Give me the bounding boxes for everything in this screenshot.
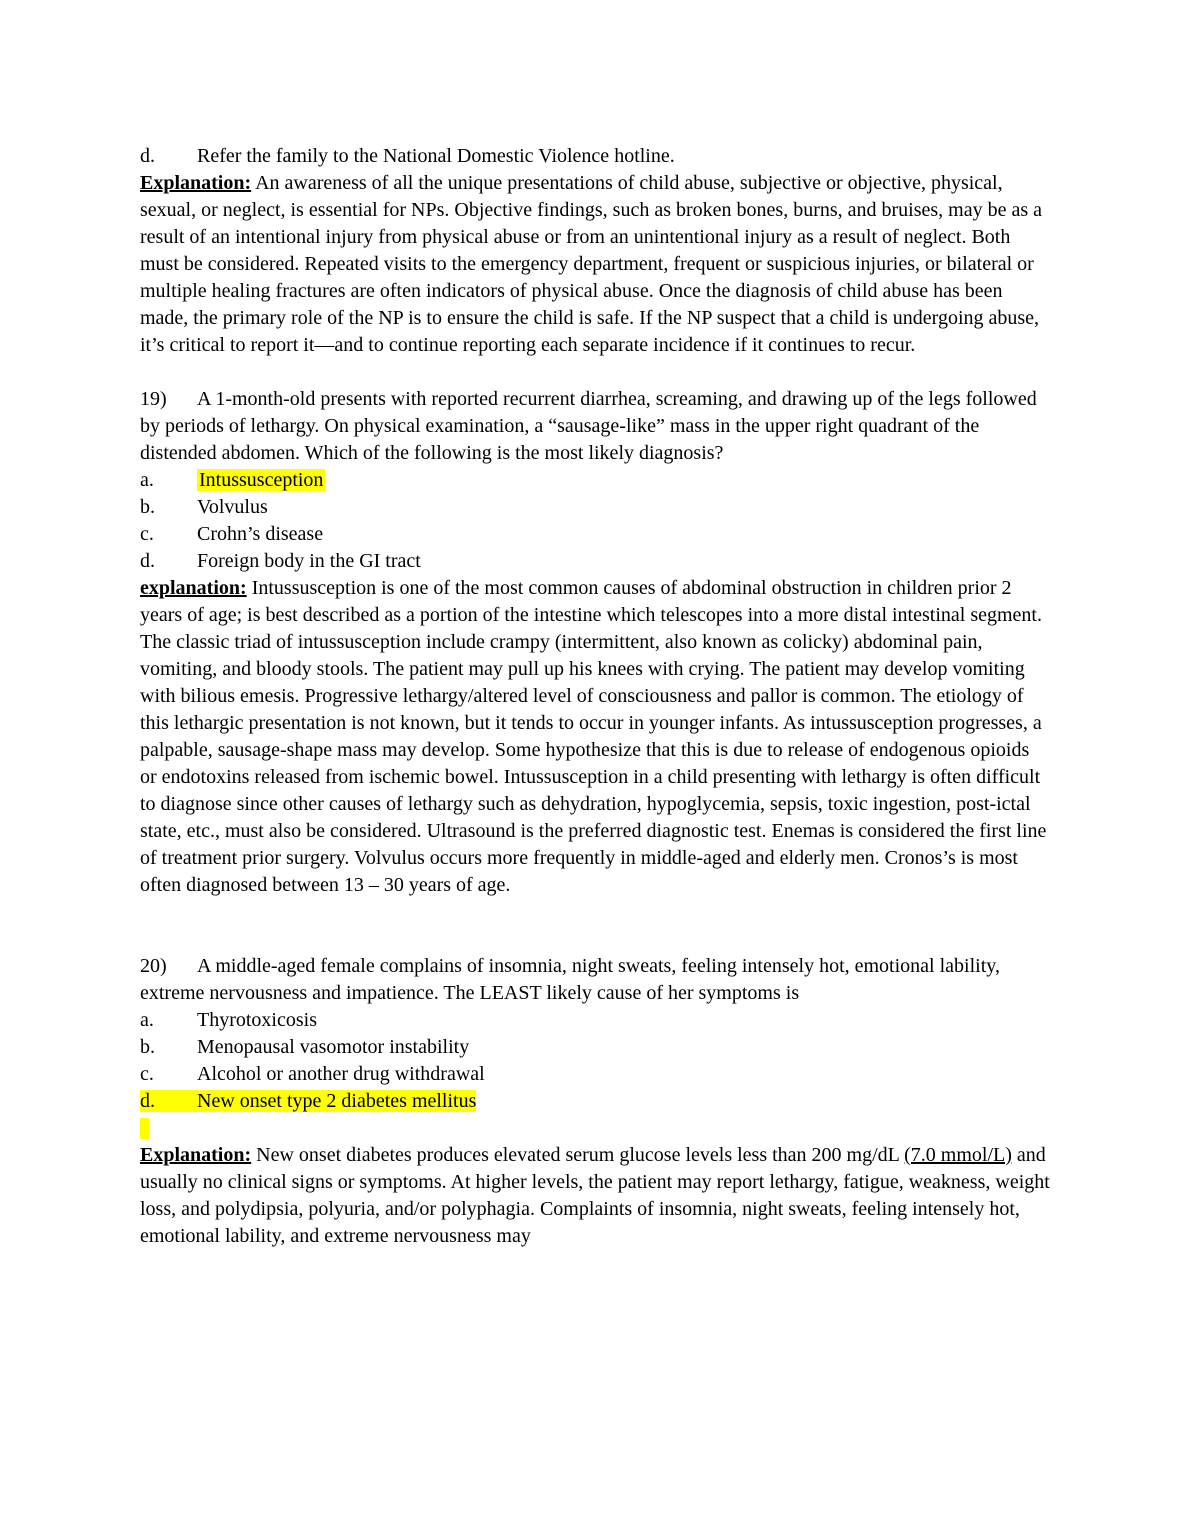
q19-option-row-d [140, 548, 1050, 575]
q20-option-b-label: b. [140, 1036, 155, 1058]
q19-option-d-text: Foreign body in the GI tract [197, 550, 421, 572]
q19-option-b-label: b. [140, 496, 155, 518]
explanation-18-text: An awareness of all the unique presentations of child abuse, subjective or objective, physical, sexual, or neglect, is essential for NPs. Objective findings, such as broken bones, burns, and bruises, may be as a result of an intentional injury from physical abuse or from an unintentional injury as a result of neglect. Both must be considered. Repeated visits to the emergency department, frequent or suspicious injuries, or bilateral or multiple healing fractures are often indicators of physical abuse. Once the diagnosis of child abuse has been made, the primary role of the NP is to ensure the child is safe. If the NP suspect that a child is undergoing abuse, it’s critical to report it—and to continue reporting each separate incidence if it continues to recur. [140, 172, 1043, 356]
question-20-number: 20) [140, 955, 167, 977]
q19-option-c-label: c. [140, 523, 154, 545]
highlight-mark-line [140, 1115, 1050, 1142]
explanation-19-label: explanation: [140, 577, 247, 599]
question-19 [140, 386, 1050, 467]
q19-option-row-b [140, 494, 1050, 521]
q20-option-d-label: d. [140, 1090, 155, 1112]
q19-option-row-c [140, 521, 1050, 548]
q19-option-a-label: a. [140, 469, 154, 491]
q20-option-d-text: New onset type 2 diabetes mellitus [197, 1090, 477, 1112]
q20-option-row-d-highlighted [140, 1088, 1050, 1115]
q20-option-a-text: Thyrotoxicosis [197, 1009, 317, 1031]
q20-option-row-c [140, 1061, 1050, 1088]
q19-option-row-a [140, 467, 1050, 494]
q20-option-row-b [140, 1034, 1050, 1061]
q19-option-a-text-highlighted: Intussusception [199, 469, 324, 491]
explanation-18-label: Explanation: [140, 172, 252, 194]
question-20-text: A middle-aged female complains of insomnia, night sweats, feeling intensely hot, emotional lability, extreme nervousness and impatience. The LEAST likely cause of her symptoms is [140, 955, 1000, 1004]
q19-option-c-text: Crohn’s disease [197, 523, 324, 545]
q19-option-d-label: d. [140, 550, 155, 572]
explanation-20-underlined-fragment: (7.0 mmol/L) [904, 1144, 1012, 1166]
question-19-number: 19) [140, 388, 167, 410]
prev-answer-option-row [140, 143, 1050, 170]
q20-option-b-text: Menopausal vasomotor instability [197, 1036, 470, 1058]
explanation-19-text: Intussusception is one of the most common causes of abdominal obstruction in children prior 2 years of age; is best described as a portion of the intestine which telescopes into a more distal intestinal segment. The classic triad of intussusception include crampy (intermittent, also known as colicky) abdominal pain, vomiting, and bloody stools. The patient may pull up his knees with crying. The patient may develop vomiting with bilious emesis. Progressive lethargy/altered level of consciousness and pallor is common. The etiology of this lethargic presentation is not known, but it tends to occur in younger infants. As intussusception progresses, a palpable, sausage-shape mass may develop. Some hypothesize that this is due to release of endogenous opioids or endotoxins released from ischemic bowel. Intussusception in a child presenting with lethargy is often difficult to diagnose since other causes of lethargy such as dehydration, hypoglycemia, sepsis, toxic ingestion, post-ictal state, etc., must also be considered. Ultrasound is the preferred diagnostic test. Enemas is considered the first line of treatment prior surgery. Volvulus occurs more frequently in middle-aged and elderly men. Cronos’s is most often diagnosed between 13 – 30 years of age. [140, 577, 1047, 896]
q19-option-b-text: Volvulus [197, 496, 268, 518]
explanation-20-text-before: New onset diabetes produces elevated serum glucose levels less than 200 mg/dL [256, 1144, 900, 1166]
q20-option-row-a [140, 1007, 1050, 1034]
explanation-20-text-after: and usually no clinical signs or symptoms. At higher levels, the patient may report lethargy, fatigue, weakness, weight loss, and polydipsia, polyuria, and/or polyphagia. Complaints of insomnia, night sweats, feeling intensely hot, emotional lability, and extreme nervousness may [140, 1144, 1050, 1247]
question-20 [140, 953, 1050, 1007]
prev-answer-option-label: d. [140, 145, 155, 167]
explanation-20-label: Explanation: [140, 1144, 252, 1166]
prev-answer-option-text: Refer the family to the National Domestic Violence hotline. [197, 145, 675, 167]
explanation-19-paragraph [140, 575, 1050, 899]
q20-option-c-label: c. [140, 1063, 154, 1085]
question-19-text: A 1-month-old presents with reported recurrent diarrhea, screaming, and drawing up of the legs followed by periods of lethargy. On physical examination, a “sausage-like” mass in the upper right quadrant of the distended abdomen. Which of the following is the most likely diagnosis? [140, 388, 1037, 464]
q20-option-a-label: a. [140, 1009, 154, 1031]
explanation-20-paragraph [140, 1142, 1050, 1250]
explanation-18-paragraph [140, 170, 1050, 359]
highlight-cursor-mark [140, 1118, 149, 1139]
q20-option-c-text: Alcohol or another drug withdrawal [197, 1063, 485, 1085]
